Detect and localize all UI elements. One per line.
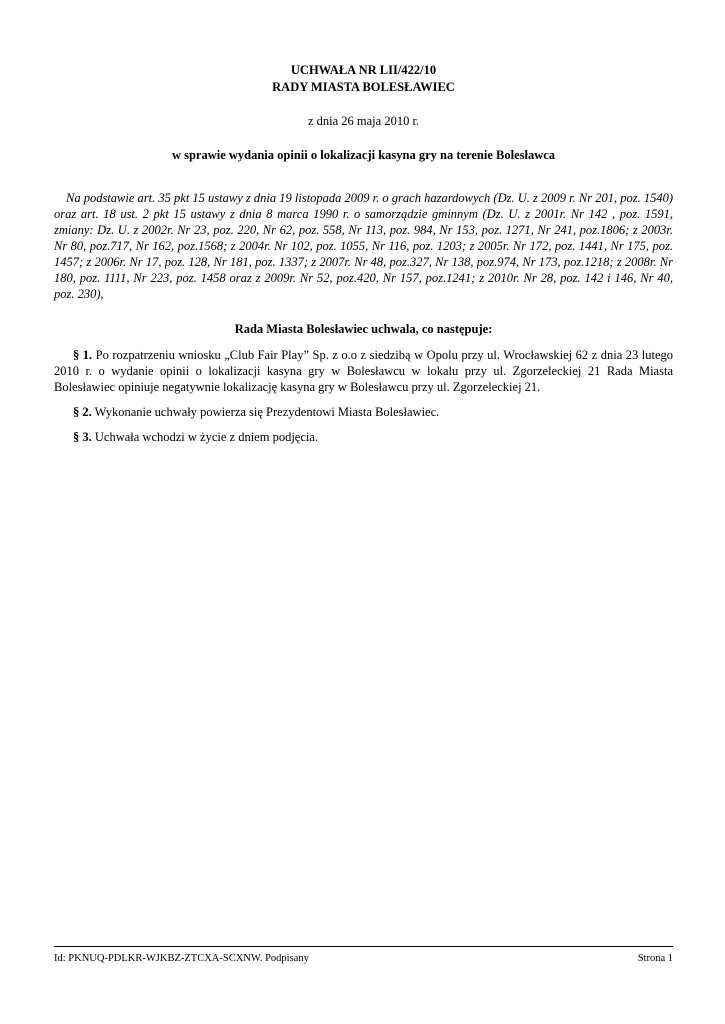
paragraph-3-text: Uchwała wchodzi w życie z dniem podjęcia. — [94, 430, 319, 444]
paragraph-1-text: Po rozpatrzeniu wniosku „Club Fair Play” Sp. z o.o z siedzibą w Opolu przy ul. Wrocławskiej 62 z dnia 23 lutego 2010 r. o wydanie opinii o lokalizacji kasyna gry w Bolesławcu w lokalu przy ul. Zgorzeleckiej 21 Rada Miasta Bolesławiec opiniuje negatywnie lokalizację kasyna gry w Bolesławcu przy ul. Zgorzeleckiej 21. — [54, 348, 674, 394]
resolution-title: UCHWAŁA NR LII/422/10 — [290, 63, 437, 77]
document-body — [54, 62, 673, 445]
resolution-subject: w sprawie wydania opinii o lokalizacji kasyna gry na terenie Bolesławca — [171, 148, 556, 162]
paragraph-2 — [54, 404, 673, 420]
page-footer — [54, 952, 673, 966]
paragraph-1-label: § 1. — [73, 348, 93, 362]
document-id: Id: PKNUQ-PDLKR-WJKBZ-ZTCXA-SCXNW. Podpisany — [54, 953, 309, 964]
footer-divider — [54, 946, 673, 947]
paragraph-2-text: Wykonanie uchwały powierza się Prezydentowi Miasta Bolesławiec. — [94, 405, 440, 419]
resolves-heading: Rada Miasta Bolesławiec uchwala, co następuje: — [234, 322, 493, 336]
council-name: RADY MIASTA BOLESŁAWIEC — [272, 80, 455, 94]
page-number: Strona 1 — [637, 953, 673, 964]
paragraph-3 — [54, 429, 673, 445]
paragraph-2-label: § 2. — [73, 405, 92, 419]
paragraph-3-label: § 3. — [73, 430, 92, 444]
legal-basis: Na podstawie art. 35 pkt 15 ustawy z dnia 19 listopada 2009 r. o grach hazardowych (Dz. U. z 2009 r. Nr 201, poz. 1540) oraz art. 18 ust. 2 pkt 15 ustawy z dnia 8 marca 1990 r. o samorządzie gminnym (Dz. U. z 2001r. Nr 142 , poz. 1591, zmiany: Dz. U. z 2002r. Nr 23, poz. 220, Nr 62, poz. 558, Nr 113, poz. 984, Nr 153, poz. 1271, Nr 241, poz.1806; z 2003r. Nr 80, poz.717, Nr 162, poz.1568; z 2004r. Nr 102, poz. 1055, Nr 116, poz. 1203; z 2005r. Nr 172, poz. 1441, Nr 175, poz. 1457; z 2006r. Nr 17, poz. 128, Nr 181, poz. 1337; z 2007r. Nr 48, poz.327, Nr 138, poz.974, Nr 173, poz.1218; z 2008r. Nr 180, poz. 1111, Nr 223, poz. 1458 oraz z 2009r. Nr 52, poz.420, Nr 157, poz.1241; z 2010r. Nr 28, poz. 142 i 146, Nr 40, poz. 230), — [54, 191, 673, 301]
paragraph-1 — [54, 347, 673, 395]
resolution-date: z dnia 26 maja 2010 r. — [307, 114, 420, 128]
